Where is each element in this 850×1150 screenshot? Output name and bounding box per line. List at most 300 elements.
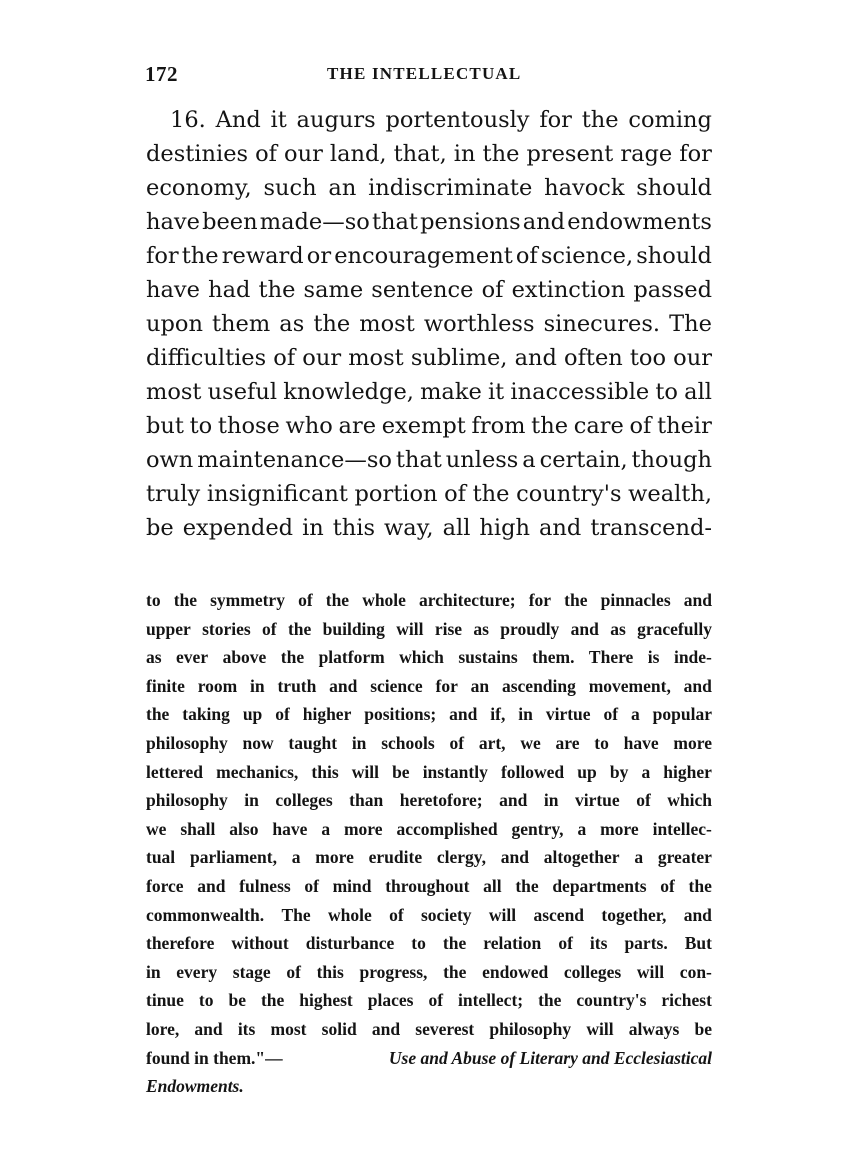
word: virtue bbox=[574, 790, 620, 811]
word: higher bbox=[302, 704, 352, 725]
word: high bbox=[479, 515, 530, 541]
word: it bbox=[270, 107, 287, 133]
word: coming bbox=[628, 107, 712, 133]
word: progress, bbox=[359, 961, 428, 982]
word: wealth, bbox=[628, 481, 712, 507]
main-text-line bbox=[146, 477, 712, 511]
word: all bbox=[684, 379, 712, 405]
word: and bbox=[329, 675, 358, 696]
word: who bbox=[285, 413, 333, 439]
word: if, bbox=[490, 704, 506, 725]
word: our bbox=[673, 345, 712, 371]
word: most bbox=[270, 1018, 307, 1039]
word: mind bbox=[332, 875, 372, 896]
word: the bbox=[472, 481, 510, 507]
word: the bbox=[287, 618, 312, 639]
main-text-line bbox=[146, 103, 712, 137]
word: of bbox=[275, 704, 290, 725]
footnote-line bbox=[146, 615, 712, 644]
word: stage bbox=[232, 961, 271, 982]
word: inde- bbox=[673, 647, 712, 668]
footnote-line bbox=[146, 586, 712, 615]
word: highest bbox=[299, 990, 353, 1011]
word: finite bbox=[146, 675, 185, 696]
word: from bbox=[471, 413, 526, 439]
word: followed bbox=[500, 761, 565, 782]
word: knowledge, bbox=[283, 379, 414, 405]
word: of bbox=[449, 732, 465, 753]
word: that, bbox=[393, 141, 447, 167]
footnote-line bbox=[146, 729, 712, 758]
word: be bbox=[392, 761, 410, 782]
word: But bbox=[684, 933, 712, 954]
word: positions; bbox=[364, 704, 437, 725]
footnote-line bbox=[146, 901, 712, 930]
main-text-line bbox=[146, 273, 712, 307]
word: accomplished bbox=[396, 818, 498, 839]
word: gentry, bbox=[511, 818, 564, 839]
word: most bbox=[146, 379, 202, 405]
word: building bbox=[322, 618, 385, 639]
word: the bbox=[313, 311, 351, 337]
word: though bbox=[631, 447, 712, 473]
word: have bbox=[146, 277, 200, 303]
word: pensions bbox=[420, 209, 521, 235]
word: pinnacles bbox=[600, 590, 671, 610]
footnote-body bbox=[146, 586, 712, 1044]
word: the bbox=[531, 413, 569, 439]
word: the bbox=[515, 875, 539, 896]
word: encouragement bbox=[334, 243, 513, 269]
word: disturbance bbox=[305, 933, 395, 954]
word: popular bbox=[652, 704, 712, 725]
word: and bbox=[570, 618, 599, 639]
word: science, bbox=[540, 243, 634, 269]
word: parts. bbox=[624, 933, 668, 954]
word: solid bbox=[321, 1018, 357, 1039]
word: will bbox=[636, 961, 665, 982]
word: maintenance—so bbox=[197, 447, 392, 473]
word: make bbox=[420, 379, 482, 405]
word: more bbox=[343, 818, 383, 839]
word: stories bbox=[202, 618, 251, 639]
word: a bbox=[522, 447, 536, 473]
word: should bbox=[636, 243, 712, 269]
word: up bbox=[242, 704, 263, 725]
word: this bbox=[316, 961, 344, 982]
word: of bbox=[629, 413, 652, 439]
word: science bbox=[370, 675, 423, 696]
word: rise bbox=[434, 618, 463, 639]
word: as bbox=[146, 647, 162, 668]
word: the bbox=[181, 243, 219, 269]
running-head bbox=[145, 62, 710, 88]
word: movement, bbox=[588, 675, 671, 696]
word: an bbox=[328, 175, 357, 201]
word: and bbox=[683, 675, 712, 696]
word: mechanics, bbox=[216, 761, 299, 782]
word: ascend bbox=[533, 904, 585, 925]
word: intellec- bbox=[652, 818, 712, 839]
footnote-line bbox=[146, 1044, 712, 1073]
word: its bbox=[589, 933, 608, 954]
footnote-citation-lead: found in them."— bbox=[146, 1047, 283, 1068]
word: we bbox=[520, 732, 541, 753]
word: places bbox=[367, 990, 414, 1011]
word: therefore bbox=[146, 933, 215, 954]
word: colleges bbox=[275, 790, 333, 811]
word: an bbox=[470, 675, 490, 696]
word: truly bbox=[146, 481, 201, 507]
word: truth bbox=[277, 675, 317, 696]
footnote-line bbox=[146, 843, 712, 872]
word: of bbox=[389, 904, 404, 925]
word: symmetry bbox=[210, 590, 285, 610]
word: in bbox=[302, 515, 324, 541]
word: of bbox=[660, 875, 675, 896]
word: a bbox=[321, 818, 331, 839]
word: for bbox=[435, 675, 458, 696]
word: always bbox=[628, 1018, 680, 1039]
word: the bbox=[173, 590, 198, 610]
main-text-line bbox=[146, 171, 712, 205]
word: more bbox=[600, 818, 639, 839]
word: in bbox=[250, 675, 265, 696]
word: of bbox=[428, 990, 444, 1011]
word: we bbox=[146, 818, 167, 839]
word: by bbox=[609, 761, 629, 782]
word: for bbox=[528, 590, 552, 610]
word: that bbox=[371, 209, 418, 235]
main-text-line bbox=[146, 205, 712, 239]
word: as bbox=[473, 618, 489, 639]
word: sentence bbox=[371, 277, 474, 303]
word: and bbox=[371, 1018, 401, 1039]
word: all bbox=[483, 875, 502, 896]
word: And bbox=[215, 107, 261, 133]
word: greater bbox=[657, 847, 712, 868]
word: erudite bbox=[368, 847, 423, 868]
word: of bbox=[515, 243, 538, 269]
word: certain, bbox=[539, 447, 628, 473]
word: and bbox=[499, 790, 528, 811]
word: gracefully bbox=[637, 618, 712, 639]
word: the bbox=[258, 277, 296, 303]
word: taught bbox=[288, 732, 338, 753]
footnote-line bbox=[146, 958, 712, 987]
word: throughout bbox=[385, 875, 470, 896]
word: worthless bbox=[423, 311, 535, 337]
word: in bbox=[453, 141, 476, 167]
word: its bbox=[237, 1018, 256, 1039]
word: will bbox=[586, 1018, 614, 1039]
word: and bbox=[539, 515, 582, 541]
word: The bbox=[281, 904, 311, 925]
word: higher bbox=[663, 761, 712, 782]
word: for bbox=[539, 107, 572, 133]
footnote-line bbox=[146, 700, 712, 729]
word: exempt bbox=[381, 413, 466, 439]
word: extinction bbox=[511, 277, 626, 303]
word: proudly bbox=[500, 618, 560, 639]
word: sinecures. bbox=[543, 311, 661, 337]
word: ascending bbox=[501, 675, 576, 696]
word: commonwealth. bbox=[146, 904, 265, 925]
word: have bbox=[146, 209, 200, 235]
word: the bbox=[260, 990, 285, 1011]
word: have bbox=[272, 818, 308, 839]
word: 16. bbox=[170, 107, 206, 133]
word: to bbox=[198, 990, 214, 1011]
word: of bbox=[262, 618, 277, 639]
word: con- bbox=[679, 961, 712, 982]
word: to bbox=[655, 379, 678, 405]
word: intellect; bbox=[458, 990, 524, 1011]
word: country's bbox=[576, 990, 647, 1011]
word: of bbox=[636, 790, 651, 811]
word: lore, bbox=[146, 1018, 180, 1039]
footnote-citation-title-end: Endowments. bbox=[146, 1076, 244, 1097]
word: a bbox=[630, 704, 640, 725]
word: the bbox=[482, 141, 520, 167]
word: taking bbox=[182, 704, 230, 725]
word: The bbox=[669, 311, 712, 337]
word: for bbox=[146, 243, 179, 269]
word: colleges bbox=[563, 961, 622, 982]
word: too bbox=[629, 345, 667, 371]
word: a bbox=[291, 847, 301, 868]
word: economy, bbox=[146, 175, 252, 201]
word: fulness bbox=[239, 875, 291, 896]
word: as bbox=[610, 618, 626, 639]
word: endowments bbox=[567, 209, 712, 235]
word: will bbox=[351, 761, 379, 782]
running-title: THE INTELLECTUAL bbox=[327, 64, 522, 83]
word: unless bbox=[445, 447, 519, 473]
word: difficulties bbox=[146, 345, 267, 371]
word: in bbox=[146, 961, 161, 982]
footnote-line bbox=[146, 672, 712, 701]
word: in bbox=[244, 790, 259, 811]
word: now bbox=[242, 732, 274, 753]
word: society bbox=[421, 904, 472, 925]
word: than bbox=[349, 790, 384, 811]
word: platform bbox=[318, 647, 385, 668]
word: together, bbox=[601, 904, 667, 925]
word: be bbox=[146, 515, 174, 541]
word: above bbox=[222, 647, 267, 668]
word: also bbox=[229, 818, 259, 839]
word: sublime, bbox=[410, 345, 508, 371]
word: whole bbox=[327, 904, 372, 925]
word: of bbox=[255, 141, 277, 167]
word: reward bbox=[221, 243, 304, 269]
word: philosophy bbox=[489, 1018, 572, 1039]
word: the bbox=[538, 990, 562, 1011]
word: land, bbox=[329, 141, 387, 167]
word: such bbox=[263, 175, 317, 201]
footnote-line bbox=[146, 1072, 712, 1101]
word: to bbox=[594, 732, 609, 753]
word: made—so bbox=[259, 209, 370, 235]
word: it bbox=[487, 379, 505, 405]
word: will bbox=[396, 618, 424, 639]
word: room bbox=[197, 675, 238, 696]
word: of bbox=[298, 590, 313, 610]
word: to bbox=[411, 933, 426, 954]
word: as bbox=[279, 311, 305, 337]
footnote-citation-title: Use and Abuse of Literary and Ecclesiastical bbox=[388, 1047, 712, 1068]
word: the bbox=[146, 704, 170, 725]
word: tinue bbox=[146, 990, 184, 1011]
word: sustains bbox=[458, 647, 518, 668]
word: the bbox=[442, 933, 467, 954]
word: clergy, bbox=[436, 847, 486, 868]
word: philosophy bbox=[146, 732, 228, 753]
word: architecture; bbox=[419, 590, 516, 610]
word: same bbox=[303, 277, 364, 303]
word: and bbox=[522, 209, 566, 235]
word: been bbox=[202, 209, 258, 235]
word: and bbox=[194, 1018, 223, 1039]
word: of bbox=[481, 277, 504, 303]
word: shall bbox=[180, 818, 216, 839]
word: in bbox=[543, 790, 559, 811]
word: insignificant bbox=[206, 481, 348, 507]
word: are bbox=[338, 413, 377, 439]
word: our bbox=[302, 345, 342, 371]
word: and bbox=[197, 875, 226, 896]
word: the bbox=[688, 875, 712, 896]
word: have bbox=[623, 732, 659, 753]
word: heretofore; bbox=[399, 790, 483, 811]
word: parliament, bbox=[189, 847, 277, 868]
word: the bbox=[325, 590, 350, 610]
word: be bbox=[228, 990, 246, 1011]
word: a bbox=[577, 818, 587, 839]
word: to bbox=[189, 413, 213, 439]
word: richest bbox=[661, 990, 712, 1011]
word: relation bbox=[483, 933, 542, 954]
main-text-line bbox=[146, 511, 712, 545]
word: every bbox=[176, 961, 218, 982]
word: schools bbox=[381, 732, 435, 753]
word: that bbox=[395, 447, 442, 473]
word: portion bbox=[354, 481, 438, 507]
main-text-line bbox=[146, 239, 712, 273]
word: of bbox=[558, 933, 573, 954]
word: indiscriminate bbox=[368, 175, 533, 201]
word: most bbox=[359, 311, 415, 337]
word: are bbox=[555, 732, 580, 753]
word: and bbox=[683, 590, 712, 610]
word: be bbox=[694, 1018, 712, 1039]
main-text-line bbox=[146, 307, 712, 341]
word: of bbox=[444, 481, 467, 507]
main-text-line bbox=[146, 409, 712, 443]
word: whole bbox=[362, 590, 406, 610]
word: virtue bbox=[545, 704, 591, 725]
word: and bbox=[500, 847, 529, 868]
word: this bbox=[332, 515, 376, 541]
word: philosophy bbox=[146, 790, 228, 811]
word: tual bbox=[146, 847, 176, 868]
word: way, bbox=[384, 515, 434, 541]
word: or bbox=[306, 243, 332, 269]
word: this bbox=[311, 761, 339, 782]
word: our bbox=[284, 141, 323, 167]
word: altogether bbox=[543, 847, 620, 868]
footnote-line bbox=[146, 986, 712, 1015]
word: them bbox=[212, 311, 271, 337]
word: to bbox=[146, 590, 161, 610]
footnote-line bbox=[146, 872, 712, 901]
main-text-line bbox=[146, 341, 712, 375]
word: a bbox=[641, 761, 651, 782]
word: their bbox=[657, 413, 712, 439]
word: the bbox=[280, 647, 305, 668]
word: expended bbox=[182, 515, 294, 541]
word: but bbox=[146, 413, 184, 439]
word: ever bbox=[176, 647, 209, 668]
word: the bbox=[564, 590, 588, 610]
main-text-line bbox=[146, 137, 712, 171]
word: had bbox=[208, 277, 251, 303]
word: upper bbox=[146, 618, 191, 639]
word: care bbox=[573, 413, 624, 439]
word: more bbox=[315, 847, 354, 868]
word: rage bbox=[620, 141, 673, 167]
footnote bbox=[146, 586, 712, 1101]
word: all bbox=[442, 515, 471, 541]
word: and bbox=[449, 704, 478, 725]
word: destinies bbox=[146, 141, 249, 167]
word: which bbox=[399, 647, 444, 668]
main-text-line bbox=[146, 375, 712, 409]
word: of bbox=[304, 875, 319, 896]
word: in bbox=[351, 732, 367, 753]
word: instantly bbox=[422, 761, 488, 782]
footnote-line bbox=[146, 758, 712, 787]
word: in bbox=[518, 704, 533, 725]
word: often bbox=[564, 345, 623, 371]
word: of bbox=[286, 961, 301, 982]
word: for bbox=[679, 141, 712, 167]
word: a bbox=[634, 847, 644, 868]
word: and bbox=[683, 904, 712, 925]
word: without bbox=[231, 933, 289, 954]
word: of bbox=[273, 345, 296, 371]
word: There bbox=[588, 647, 634, 668]
footnote-line bbox=[146, 1015, 712, 1044]
word: departments bbox=[552, 875, 647, 896]
word: inaccessible bbox=[510, 379, 650, 405]
word: present bbox=[526, 141, 614, 167]
page-number: 172 bbox=[145, 62, 178, 86]
word: and bbox=[514, 345, 557, 371]
word: augurs bbox=[296, 107, 376, 133]
word: art, bbox=[478, 732, 506, 753]
word: useful bbox=[207, 379, 278, 405]
word: more bbox=[673, 732, 712, 753]
word: most bbox=[348, 345, 404, 371]
footnote-line bbox=[146, 815, 712, 844]
word: passed bbox=[633, 277, 712, 303]
word: will bbox=[488, 904, 517, 925]
word: should bbox=[636, 175, 712, 201]
word: them. bbox=[532, 647, 575, 668]
word: the bbox=[443, 961, 467, 982]
